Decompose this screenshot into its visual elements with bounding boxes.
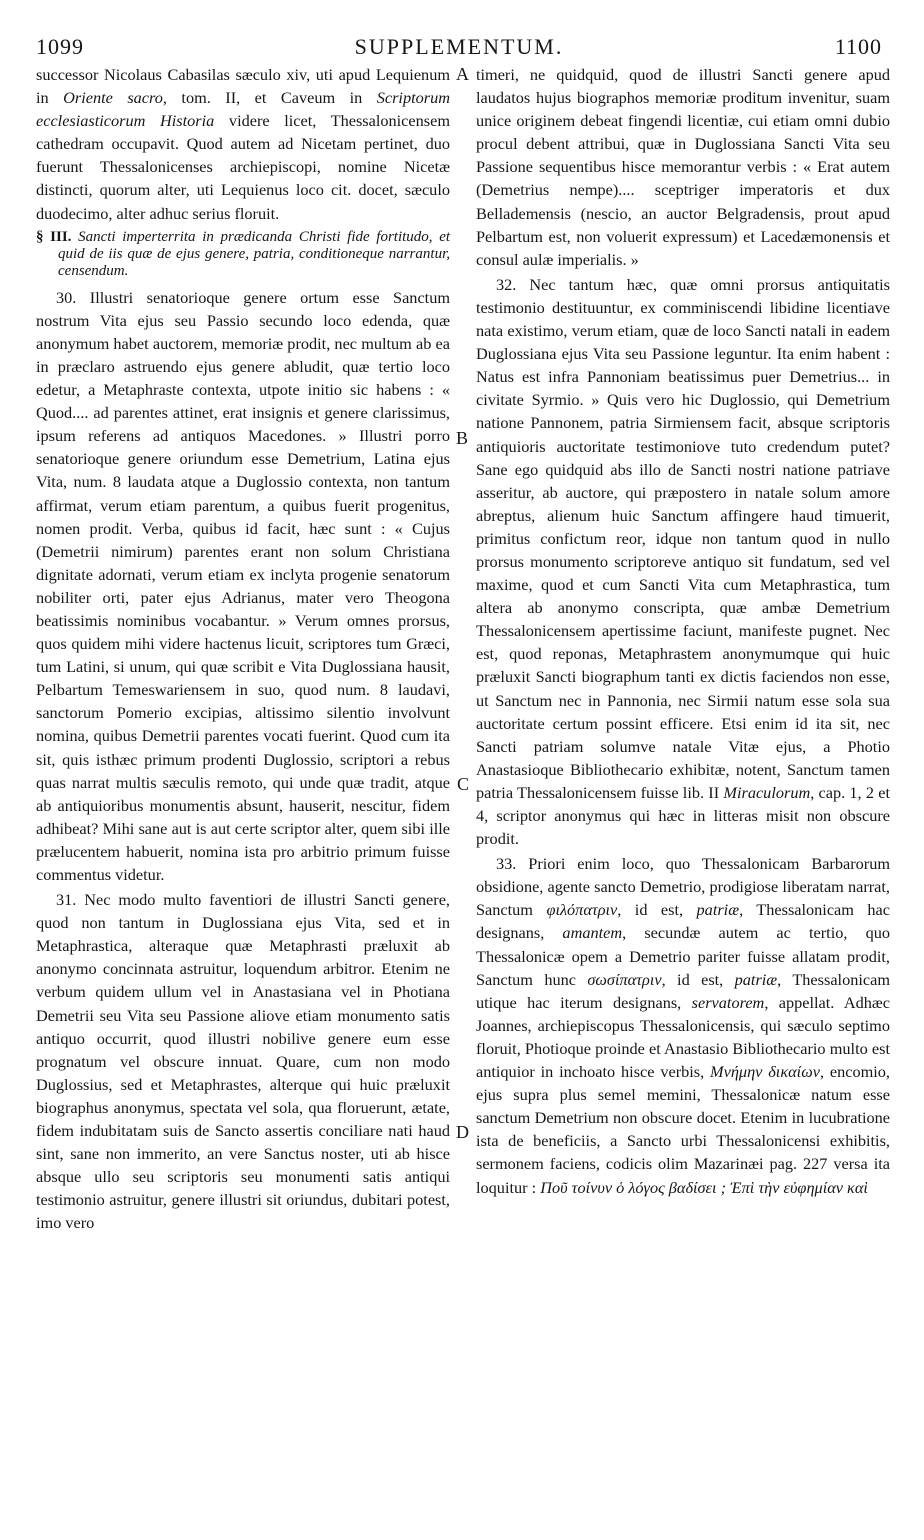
page-number-right: 1100 (834, 34, 882, 59)
page-number-left: 1099 (36, 34, 84, 59)
paragraph-30: 30. Illustri senatorioque genere ortum esse Sanctum nostrum Vita ejus seu Passio secundo loco edenda, quæ anonymum habet auctorem, memoriæ prodit, nec multum ab ea in præclaro astruendo ejus genere abludit, quæ tertio loco edetur, a Metaphraste contexta, utpote initio sic habens : « Quod.... ad parentes attinet, erat insignis et genere clarissimus, ipsum referens ad antiquos Macedones. » Illustri porro senatorioque genere oriundum esse Demetrium, Latina ejus Vita, num. 8 laudata atque a Duglossio contexta, non tantum affirmat, verum etiam parentum, a quibus fuerit progenitus, nomen prodit. Verba, quibus id facit, hæc sunt : « Cujus (Demetrii nimirum) parentes erant non solum Christiana dignitate adornati, verum etiam ex inclyta progenie senatorum nobiliter orti, pater ejus Adrianus, mater vero Theogona beatissimis nominibus vocabantur. » Verum omnes prorsus, quos quidem mihi videre hactenus licuit, scriptores tum Græci, tum Latini, si unum, qui quæ scribit e Vita Duglossiana hausit, Pelbartum Temeswariensem in suo, quod num. 8 laudavi, sanctorum Pomerio excipias, altissimo silentio involvunt nomina, quibus Demetrii parentes vocati fuerint. Quod cum ita sit, quis isthæc primum prodenti Duglossio, scriptori a rebus quas narrat multis sæculis remoto, qui unde quæ tradit, atque ab antiquioribus monumentis absunt, hauserit, nescitur, fidem adhibeat? Mihi sane aut is aut certe scriptor alter, quem sibi ille prælucentem habuerit, nomina ista pro arbitrio primum fuisse commentus videtur. (36, 287, 450, 884)
paragraph-continuation-right: timeri, ne quidquid, quod de illustri Sancti genere apud laudatos hujus biographos memoriæ proditum invenitur, suam unice originem debeat fingendi licentiæ, cui etiam omni dubio procul debent attribui, quæ in Duglossiana Sancti Vita seu Passione sequentibus hisce memorantur verbis : « Erat autem (Demetrius nempe).... sceptriger imperatoris et dux Bellademensis (nescio, an auctor Belgradensis, prout apud Pelbartum est, non voluerit expressum) et Lacedæmonensis et consul aulæ imperialis. » (476, 65, 890, 269)
page-header (36, 34, 882, 62)
paragraph-31: 31. Nec modo multo faventiori de illustri Sancti genere, quod non tantum in Duglossiana ejus Vita, sed et in Metaphrastica, alteraque quæ Metaphrasti præluxit ab anonymo concinnata astruitur, loquendum arbitror. Etenim ne verbum quidem ullum vel in Anastasiana vel in Photiana Demetrii seu Vita seu Passione aliove etiam monumento satis antiquo occurrit, quod illustri nobilive genere eum esse prognatum vel obscure innuat. Quare, cum non modo Duglossius, sed et Metaphrastes, alterque qui huic præluxit biographus anonymus, spectata vel sola, qua floruerunt, ætate, fidem indubitatam suis de Sancto assertis conciliare nati haud sint, sane non immerito, an vere Sanctus noster, uti ab hisce absque ullo seu scriptoris seu monumenti satis antiqui testimonio astruitur, genere illustri sit oriundus, dubitari potest, imo vero (36, 890, 450, 1233)
margin-letter-b: B (456, 428, 469, 448)
running-title: SUPPLEMENTUM. (354, 34, 564, 59)
right-column (476, 63, 890, 1199)
paragraph-33: 33. Priori enim loco, quo Thessalonicam Barbarorum obsidione, agente sancto Demetrio, prodigiose liberatam narrat, Sanctum φιλόπατριν, id est, patriæ, Thessalonicam hac designans, amantem, secundæ autem ac tertio, quo Thessalonicæ opem a Demetrio pariter fuisse allatam prodit, Sanctum hunc σωσίπατριν, id est, patriæ, Thessalonicam utique hac iterum designans, servatorem, appellat. Adhæc Joannes, archiepiscopus Thessalonicensis, qui sæculo septimo floruit, Photioque proinde et Anastasio Bibliothecario multo est antiquior in inchoato hisce verbis, Μνήμην δικαίων, encomio, ejus supra plus semel memini, Thessalonicæ natum esse sanctum Demetrium non obscure docet. Etenim in lucubratione ista de beneficiis, a Sancto urbi Thessalonicensi exhibitis, sermonem faciens, codicis olim Mazarinæi pag. 227 versa ita loquitur : Ποῦ τοίνυν ὁ λόγος βαδίσει ; Ἐπὶ τὴν εὐφημίαν καὶ (476, 854, 890, 1197)
paragraph-32: 32. Nec tantum hæc, quæ omni prorsus antiquitatis testimonio destituuntur, ex comminiscendi libidine licentiave nata existimo, verum etiam, quæ de loco Sancti natali in eadem Duglossiana ejus Vita seu Passione leguntur. Ita enim habent : Natus est infra Pannoniam beatissimus puer Demetrius... in civitate Syrmio. » Quis vero hic Duglossio, qui Demetrium natione Pannonem, patria Sirmiensem facit, absque scriptoris antiquioris auctoritate testimoniove tuto credendum putet? Sane ego quidquid abs illo de Sancti nostri natione patriave asseritur, ab auctore, qui præpostero in natale solum amore abreptus, alienum huic Sanctum affingere haud timuerit, primitus confictum reor, idque non tantum quod in nullo prorsus monumento scriptoreve antiquo sit fundatum, sed vel maxime, quod et cum Sancti Vita cum Metaphrastica, tum altera ab anonymo conscripta, quæ ambæ Demetrium Thessalonicensem apertissime faciunt, manifeste pugnet. Nec est, quod reponas, Metaphrastem anonymumque qui huic præluxit Sancti biographum tanti ex dictis faciendos non esse, ut Sanctum nec in Pannonia, nec Sirmii natum esse sola sua auctoritate certum possint efficere. Etsi enim id ita sit, nec Sancti patriam solumve natale Vitæ ejus, a Photio Anastasioque Bibliothecario exhibitæ, notent, Sanctum tamen patria Thessalonicensem fuisse lib. II Miraculorum, cap. 1, 2 et 4, scriptor anonymus qui hæc in litteras misit non obscure prodit. (476, 274, 890, 849)
margin-letter-c: C (457, 774, 470, 794)
paragraph-continuation-left: successor Nicolaus Cabasilas sæculo xiv, uti apud Lequienum in Oriente sacro, tom. II, et Caveum in Scriptorum ecclesiasticorum Historia videre licet, Thessalonicensem cathedram occupavit. Quod autem ad Nicetam pertinet, duo fuerunt Thessalonicenses archiepiscopi, nomine Nicetæ distincti, quorum alter, uti Lequienus loco cit. docet, sæculo duodecimo, alter adhuc serius floruit. (36, 65, 450, 223)
section-heading: § III. Sancti imperterrita in prædicanda Christi fide fortitudo, et quid de iis quæ de ejus genere, patria, conditioneque narrantur, censendum. (36, 228, 451, 279)
left-column (36, 63, 450, 1235)
margin-letter-a: A (456, 64, 469, 84)
margin-letter-d: D (456, 1122, 469, 1142)
